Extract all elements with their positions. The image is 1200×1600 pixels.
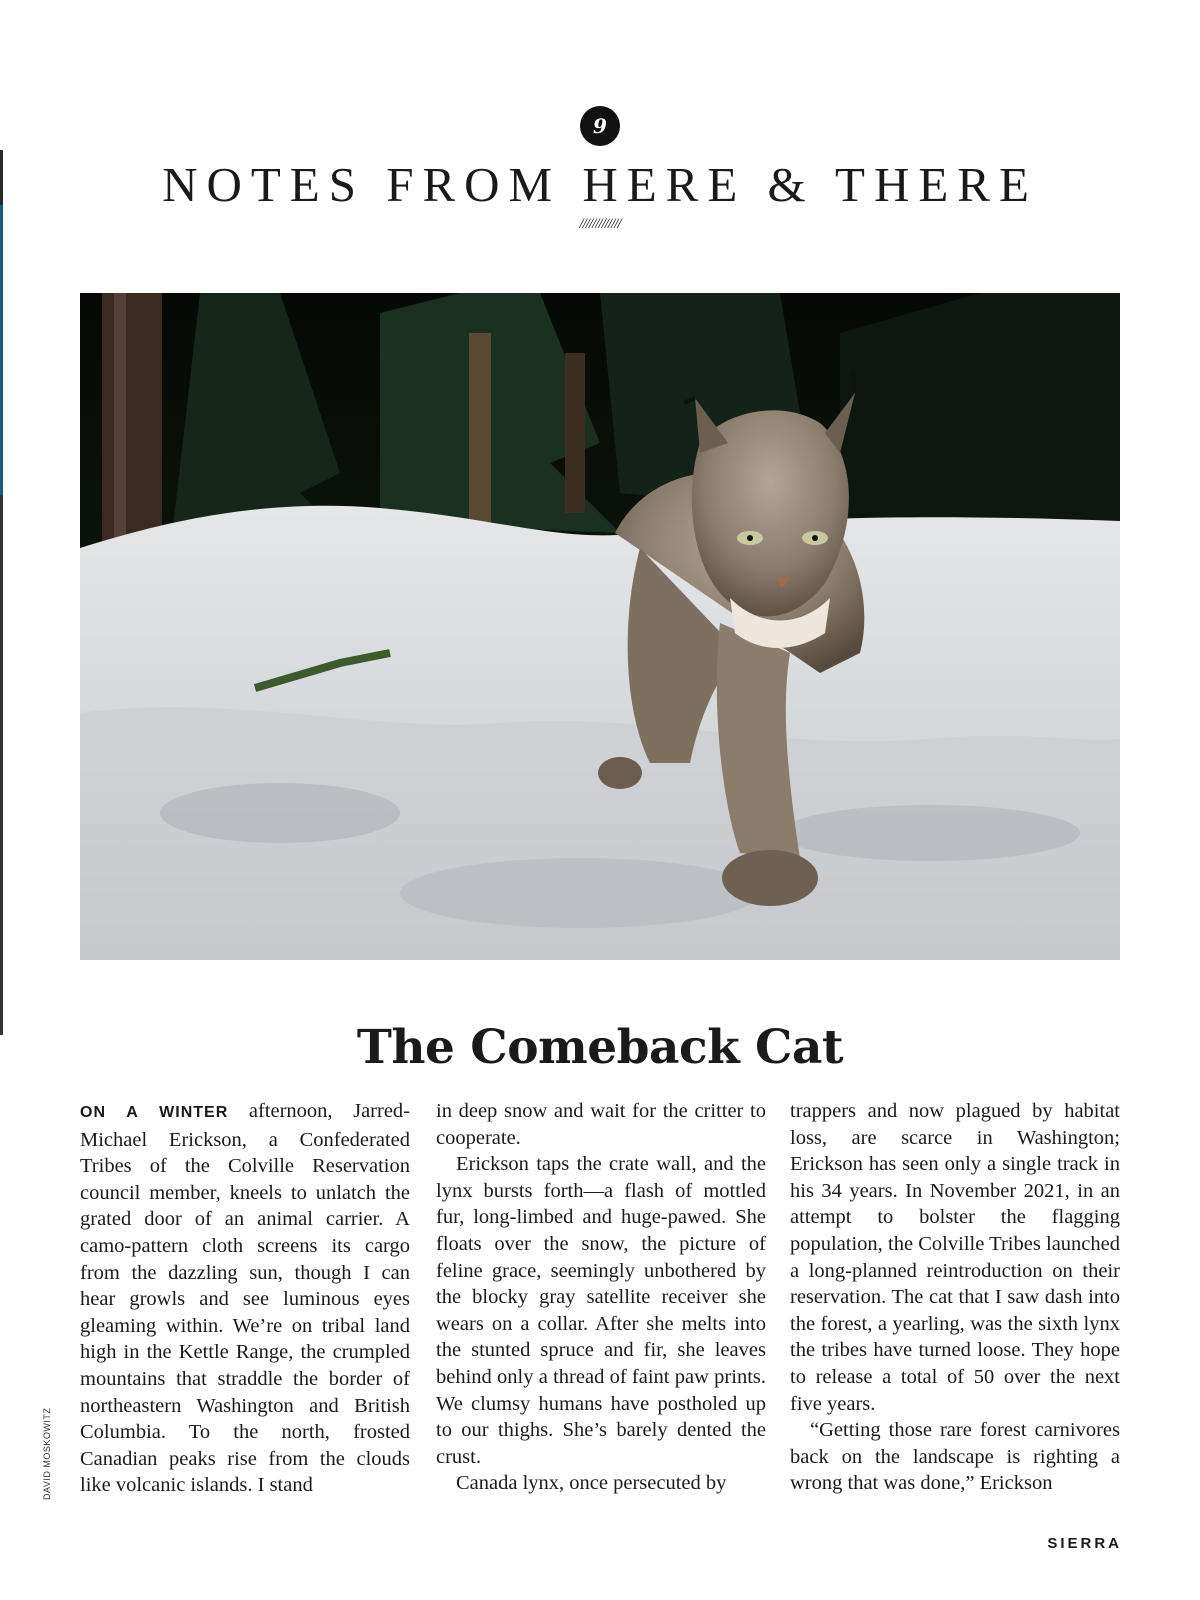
paragraph: “Getting those rare forest carnivores back on the landscape is righting a wrong that was done,” Erickson <box>790 1419 1120 1495</box>
title-ornament: ///////////// <box>579 216 621 232</box>
paragraph: Canada lynx, once persecuted by <box>456 1472 727 1495</box>
section-title: NOTES FROM HERE & THERE <box>162 157 1038 212</box>
article-title: The Comeback Cat <box>356 1020 844 1075</box>
article-column-2 <box>436 1098 766 1497</box>
paragraph: in deep snow and wait for the critter to cooperate. <box>436 1100 766 1149</box>
lynx-photo-illustration <box>80 293 1120 960</box>
page-edge-strip <box>0 205 3 495</box>
paragraph: trappers and now plagued by habitat loss, are scarce in Washington; Erickson has seen only a single track in his 34 years. In November 2021, in an attempt to bolster the flagging population, the Colville Tribes launched a long-planned reintroduction on their reservation. The cat that I saw dash into the forest, a yearling, was the sixth lynx the tribes have turned loose. They hope to release a total of 50 over the next five years. <box>790 1100 1120 1415</box>
lead-in: ON A WINTER <box>80 1104 229 1121</box>
magazine-folio: SIERRA <box>1047 1535 1122 1552</box>
section-number-badge <box>580 106 620 146</box>
paragraph-text: afternoon, Jarred-Michael Erickson, a Confederated Tribes of the Colville Reservation council member, kneels to unlatch the grated door of an animal carrier. A camo-pattern cloth screens its cargo from the dazzling sun, though I can hear growls and see luminous eyes gleaming within. We’re on tribal land high in the Kettle Range, the crumpled mountains that straddle the border of northeastern Washington and British Columbia. To the north, frosted Canadian peaks rise from the clouds like volcanic islands. I stand <box>80 1100 410 1497</box>
article-column-3 <box>790 1098 1120 1497</box>
photo-credit: DAVID MOSKOWITZ <box>42 1407 52 1500</box>
lynx-photo <box>80 293 1120 960</box>
paragraph: Erickson taps the crate wall, and the lynx bursts forth—a flash of mottled fur, long-limbed and huge-pawed. She floats over the snow, the picture of feline grace, seemingly unbothered by the blocky gray satellite receiver she wears on a collar. After she melts into the stunted spruce and fir, she leaves behind only a thread of faint paw prints. We clumsy humans have postholed up to our thighs. She’s barely dented the crust. <box>436 1153 766 1468</box>
page-edge-strip <box>0 495 3 1035</box>
paragraph <box>80 1098 410 1499</box>
article-column-1 <box>80 1098 410 1499</box>
section-number: 9 <box>593 114 607 138</box>
